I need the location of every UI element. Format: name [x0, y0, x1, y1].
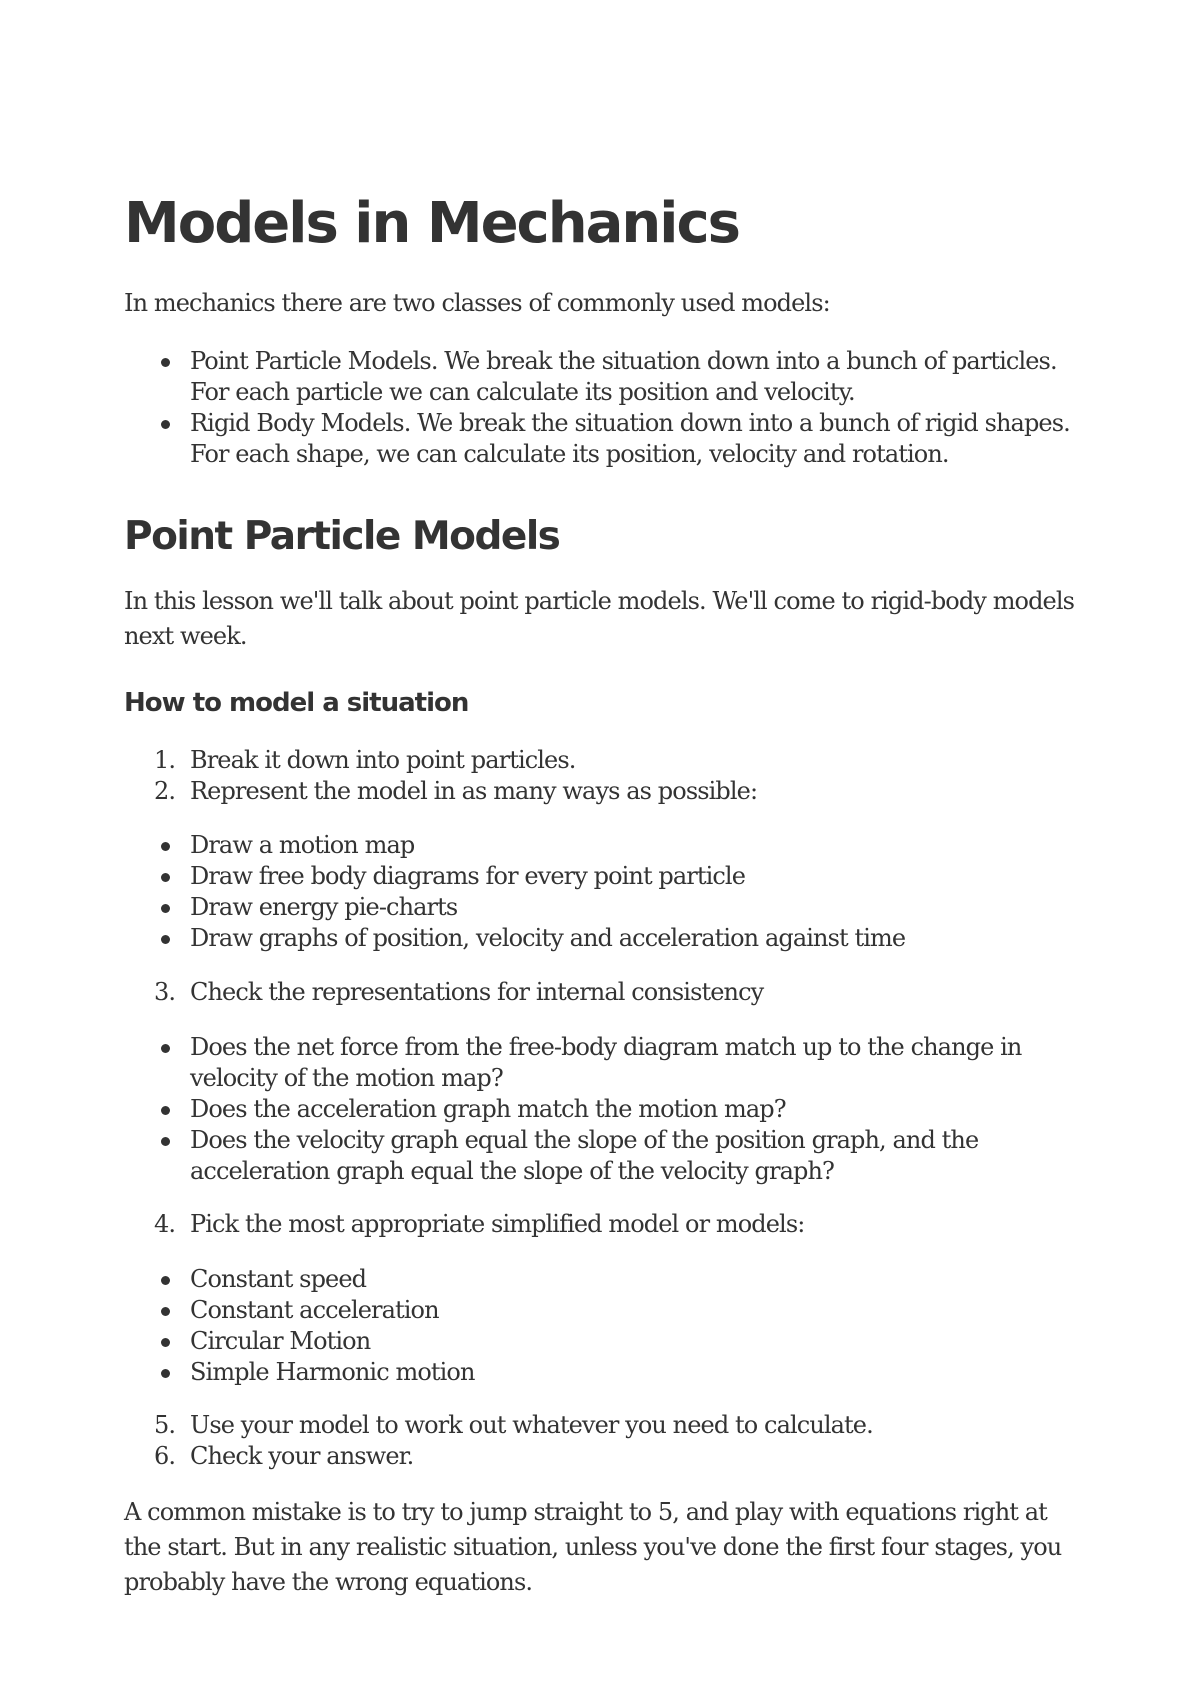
steps-list-d	[124, 1410, 1084, 1472]
list-item: Circular Motion	[124, 1326, 1084, 1357]
step-text: Pick the most appropriate simplified model or models:	[190, 1210, 805, 1238]
step-item	[124, 1209, 1084, 1240]
intro-paragraph: In mechanics there are two classes of commonly used models:	[124, 289, 830, 317]
list-item: Does the velocity graph equal the slope of the position graph, and the acceleration graph equal the slope of the velocity graph?	[124, 1125, 1084, 1187]
list-item: Draw free body diagrams for every point particle	[124, 861, 1084, 892]
model-classes-list	[124, 346, 1084, 470]
representations-list	[124, 830, 1084, 954]
section-intro-paragraph: In this lesson we'll talk about point particle models. We'll come to rigid-body models next week.	[124, 587, 1075, 650]
list-item: Simple Harmonic motion	[124, 1357, 1084, 1388]
step-number: 5.	[154, 1411, 176, 1439]
step-item	[124, 776, 1084, 807]
list-item: Draw energy pie-charts	[124, 892, 1084, 923]
steps-list-c	[124, 1209, 1084, 1240]
list-item: Point Particle Models. We break the situation down into a bunch of particles. For each particle we can calculate its position and velocity.	[124, 346, 1084, 408]
steps-list-b	[124, 977, 1084, 1008]
list-item: Draw graphs of position, velocity and acceleration against time	[124, 923, 1084, 954]
list-item: Does the acceleration graph match the motion map?	[124, 1094, 1084, 1125]
closing-paragraph: A common mistake is to try to jump straight to 5, and play with equations right at the start. But in any realistic situation, unless you've done the first four stages, you probably have the wrong equations.	[124, 1498, 1062, 1596]
step-item	[124, 1410, 1084, 1441]
step-item	[124, 1441, 1084, 1472]
list-item: Rigid Body Models. We break the situation down into a bunch of rigid shapes. For each shape, we can calculate its position, velocity and rotation.	[124, 408, 1084, 470]
step-text: Check your answer.	[190, 1442, 414, 1470]
list-item: Does the net force from the free-body diagram match up to the change in velocity of the motion map?	[124, 1032, 1084, 1094]
step-number: 3.	[154, 978, 176, 1006]
step-item	[124, 745, 1084, 776]
step-number: 4.	[154, 1210, 176, 1238]
list-item: Draw a motion map	[124, 830, 1084, 861]
step-number: 2.	[154, 777, 176, 805]
step-number: 1.	[154, 746, 176, 774]
list-item: Constant acceleration	[124, 1295, 1084, 1326]
step-text: Check the representations for internal consistency	[190, 978, 764, 1006]
simplified-models-list	[124, 1264, 1084, 1388]
step-text: Represent the model in as many ways as possible:	[190, 777, 758, 805]
subsection-heading: How to model a situation	[124, 688, 469, 718]
step-item	[124, 977, 1084, 1008]
list-item: Constant speed	[124, 1264, 1084, 1295]
step-text: Break it down into point particles.	[190, 746, 576, 774]
section-heading: Point Particle Models	[124, 514, 560, 559]
consistency-checks-list	[124, 1032, 1084, 1187]
step-text: Use your model to work out whatever you need to calculate.	[190, 1411, 873, 1439]
page-title: Models in Mechanics	[124, 191, 739, 256]
steps-list-a	[124, 745, 1084, 807]
step-number: 6.	[154, 1442, 176, 1470]
